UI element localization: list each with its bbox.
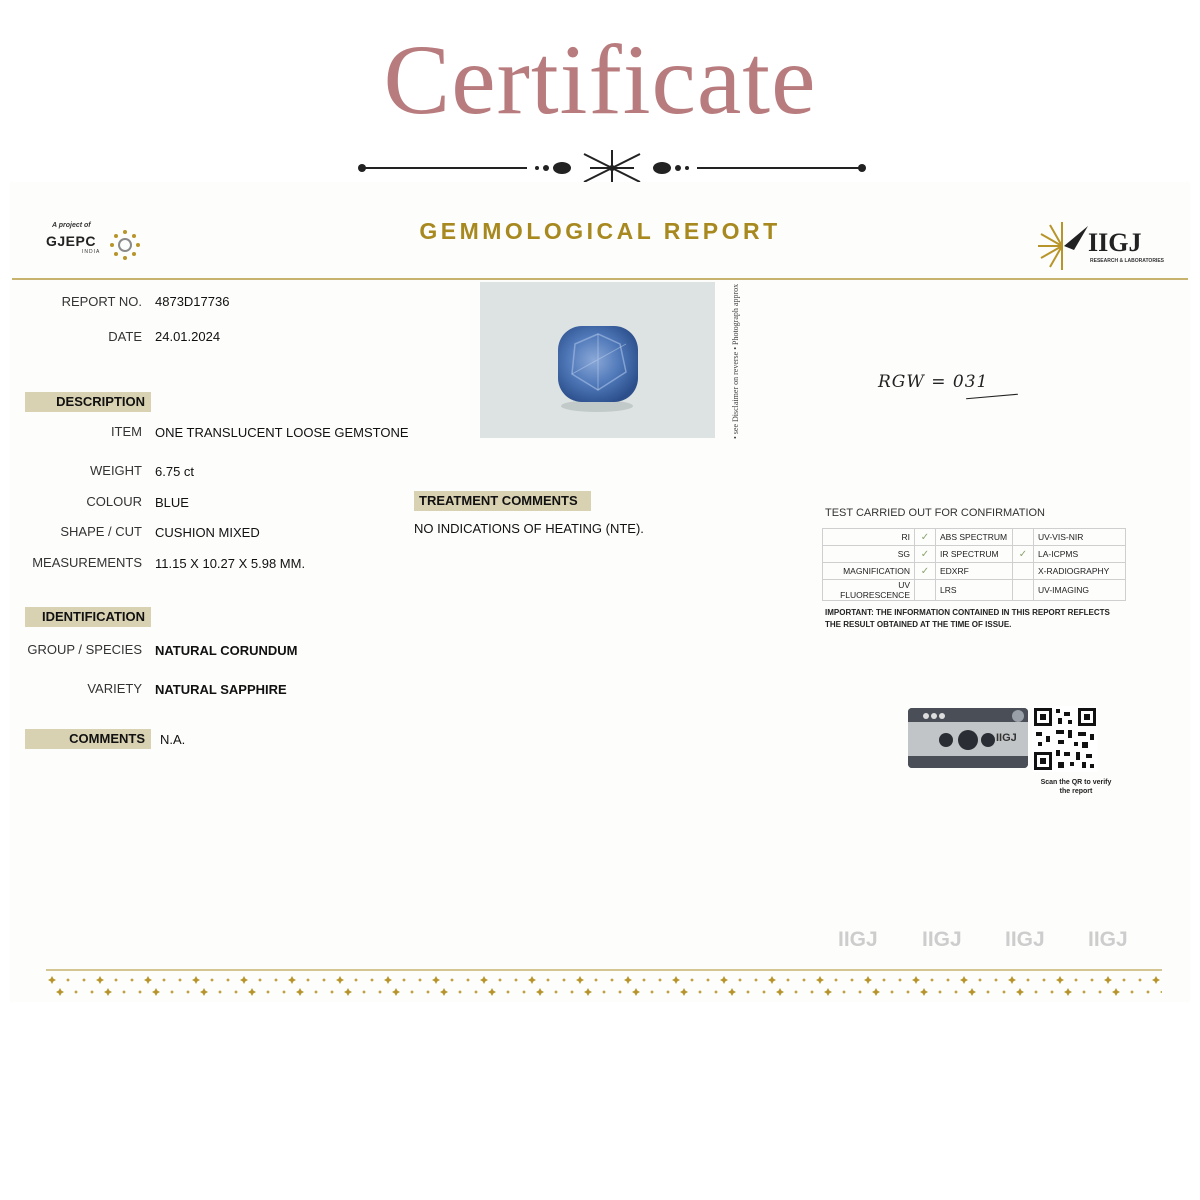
star-ornament	[282, 990, 286, 994]
star-ornament	[706, 978, 710, 982]
star-ornament	[1082, 990, 1086, 994]
comments-heading: COMMENTS	[25, 729, 151, 749]
star-ornament	[426, 990, 430, 994]
star-ornament	[554, 990, 558, 994]
checkmark-icon	[1013, 529, 1034, 546]
hologram-icon	[908, 708, 1028, 768]
star-ornament	[458, 990, 462, 994]
star-ornament	[1146, 990, 1150, 994]
star-ornament	[354, 978, 358, 982]
species-value: NATURAL CORUNDUM	[155, 643, 298, 658]
star-ornament	[114, 978, 118, 982]
star-ornament	[850, 978, 854, 982]
star-ornament	[834, 978, 838, 982]
star-ornament	[170, 990, 174, 994]
table-row	[823, 546, 1126, 563]
star-ornament	[130, 978, 134, 982]
identification-heading: IDENTIFICATION	[25, 607, 151, 627]
star-ornament	[714, 990, 718, 994]
variety-value: NATURAL SAPPHIRE	[155, 682, 287, 697]
test-abs-spectrum: ABS SPECTRUM	[936, 529, 1013, 546]
star-ornament	[1098, 990, 1102, 994]
star-ornament	[1002, 990, 1006, 994]
star-ornament	[144, 976, 152, 984]
star-ornament	[882, 978, 886, 982]
star-ornament	[466, 978, 470, 982]
species-label: GROUP / SPECIES	[27, 642, 142, 657]
test-ir-spectrum: IR SPECTRUM	[936, 546, 1013, 563]
checkmark-icon: ✓	[1013, 546, 1034, 563]
star-ornament	[720, 976, 728, 984]
star-ornament	[1050, 990, 1054, 994]
star-ornament	[322, 978, 326, 982]
star-ornament	[418, 978, 422, 982]
star-ornament	[178, 978, 182, 982]
star-ornament	[186, 990, 190, 994]
star-ornament	[642, 978, 646, 982]
star-border-icon	[46, 962, 1162, 1002]
checkmark-icon: ✓	[915, 563, 936, 580]
item-value: ONE TRANSLUCENT LOOSE GEMSTONE	[155, 425, 409, 440]
checkmark-icon	[1013, 563, 1034, 580]
star-ornament	[90, 990, 94, 994]
date-label: DATE	[108, 329, 142, 344]
colour-value: BLUE	[155, 495, 189, 510]
star-ornament	[954, 990, 958, 994]
star-ornament	[698, 990, 702, 994]
star-ornament	[122, 990, 126, 994]
star-ornament	[602, 990, 606, 994]
variety-label: VARIETY	[87, 681, 142, 696]
tests-table	[822, 528, 1126, 601]
photo-disclaimer	[727, 284, 743, 439]
star-ornament	[378, 990, 382, 994]
star-ornament	[978, 978, 982, 982]
test-uv-fluorescence: UV FLUORESCENCE	[823, 580, 915, 601]
star-ornament	[330, 990, 334, 994]
star-ornament	[104, 988, 112, 996]
star-ornament	[1104, 976, 1112, 984]
star-ornament	[1122, 978, 1126, 982]
star-ornament	[738, 978, 742, 982]
star-ornament	[74, 990, 78, 994]
gemstone-photo	[480, 282, 715, 438]
star-ornament	[384, 976, 392, 984]
star-ornament	[1016, 988, 1024, 996]
star-ornament	[138, 990, 142, 994]
shape-label: SHAPE / CUT	[60, 524, 142, 539]
star-ornament	[946, 978, 950, 982]
qr-code-icon[interactable]	[1032, 706, 1098, 772]
star-ornament	[432, 976, 440, 984]
watermark-logo: IIGJ	[1005, 928, 1045, 951]
star-ornament	[920, 988, 928, 996]
star-ornament	[234, 990, 238, 994]
star-ornament	[824, 988, 832, 996]
star-ornament	[912, 976, 920, 984]
hologram-text: IIGJ	[996, 732, 1017, 744]
important-text: THE INFORMATION CONTAINED IN THIS REPORT REFLECTS THE RESULT OBTAINED AT THE TIME OF ISSUE.	[825, 608, 1110, 629]
star-ornament	[898, 978, 902, 982]
star-ornament	[624, 976, 632, 984]
star-ornament	[402, 978, 406, 982]
test-magnification: MAGNIFICATION	[823, 563, 915, 580]
star-ornament	[96, 976, 104, 984]
test-sg: SG	[823, 546, 915, 563]
report-no-value: 4873D17736	[155, 294, 230, 309]
star-ornament	[274, 978, 278, 982]
star-ornament	[1056, 976, 1064, 984]
star-ornament	[690, 978, 694, 982]
star-ornament	[584, 988, 592, 996]
treatment-value: NO INDICATIONS OF HEATING (NTE).	[414, 521, 644, 536]
star-ornament	[82, 978, 86, 982]
report-title: GEMMOLOGICAL REPORT	[419, 218, 781, 244]
star-ornament	[288, 976, 296, 984]
star-ornament	[776, 988, 784, 996]
measurements-label: MEASUREMENTS	[32, 555, 142, 570]
star-ornament	[48, 976, 56, 984]
treatment-heading: TREATMENT COMMENTS	[414, 491, 591, 511]
test-ri: RI	[823, 529, 915, 546]
star-ornament	[498, 978, 502, 982]
test-uv-vis-nir: UV-VIS-NIR	[1034, 529, 1126, 546]
shape-value: CUSHION MIXED	[155, 525, 260, 540]
star-ornament	[450, 978, 454, 982]
star-ornament	[296, 988, 304, 996]
star-ornament	[658, 978, 662, 982]
star-ornament	[440, 988, 448, 996]
test-uv-imaging: UV-IMAGING	[1034, 580, 1126, 601]
iigj-sun-icon	[1034, 220, 1090, 270]
star-ornament	[1152, 976, 1160, 984]
star-ornament	[370, 978, 374, 982]
star-ornament	[746, 990, 750, 994]
tests-heading: TEST CARRIED OUT FOR CONFIRMATION	[825, 507, 1046, 519]
star-ornament	[1112, 988, 1120, 996]
star-ornament	[786, 978, 790, 982]
test-lrs: LRS	[936, 580, 1013, 601]
star-ornament	[570, 990, 574, 994]
star-ornament	[1074, 978, 1078, 982]
star-ornament	[480, 976, 488, 984]
description-heading: DESCRIPTION	[25, 392, 151, 412]
colour-label: COLOUR	[86, 494, 142, 509]
star-ornament	[528, 976, 536, 984]
star-ornament	[842, 990, 846, 994]
star-ornament	[240, 976, 248, 984]
star-ornament	[594, 978, 598, 982]
star-ornament	[474, 990, 478, 994]
star-ornament	[906, 990, 910, 994]
star-ornament	[1130, 990, 1134, 994]
star-ornament	[1034, 990, 1038, 994]
star-ornament	[930, 978, 934, 982]
item-label: ITEM	[110, 424, 142, 439]
star-ornament	[768, 976, 776, 984]
scan-qr-text: Scan the QR to verify the report	[1040, 779, 1112, 795]
star-ornament	[546, 978, 550, 982]
comments-value: N.A.	[160, 732, 186, 747]
svg-text:• see Disclaimer on reverse •: • see Disclaimer on reverse • Photograph approx.	[731, 284, 740, 439]
star-ornament	[968, 988, 976, 996]
important-note	[825, 607, 1115, 631]
star-ornament	[522, 990, 526, 994]
star-ornament	[810, 990, 814, 994]
test-edxrf: EDXRF	[936, 563, 1013, 580]
star-ornament	[1008, 976, 1016, 984]
star-ornament	[986, 990, 990, 994]
star-ornament	[666, 990, 670, 994]
star-ornament	[314, 990, 318, 994]
star-ornament	[258, 978, 262, 982]
header-rule	[12, 278, 1188, 280]
handwritten-note: RGW = 031	[878, 372, 989, 392]
star-ornament	[218, 990, 222, 994]
star-ornament	[1064, 988, 1072, 996]
table-row	[823, 580, 1126, 601]
star-ornament	[562, 978, 566, 982]
table-row	[823, 563, 1126, 580]
star-ornament	[680, 988, 688, 996]
star-ornament	[994, 978, 998, 982]
weight-label: WEIGHT	[90, 463, 142, 478]
star-ornament	[344, 988, 352, 996]
watermark-logo: IIGJ	[838, 928, 878, 951]
star-ornament	[960, 976, 968, 984]
gjepc-logo: GJEPC	[46, 233, 96, 249]
iigj-logo: IIGJ	[1088, 228, 1142, 257]
star-ornament	[872, 988, 880, 996]
star-ornament	[794, 990, 798, 994]
star-ornament	[392, 988, 400, 996]
star-ornament	[728, 988, 736, 996]
checkmark-icon: ✓	[915, 546, 936, 563]
star-ornament	[162, 978, 166, 982]
watermark-logo: IIGJ	[922, 928, 962, 951]
star-ornament	[226, 978, 230, 982]
star-ornament	[576, 976, 584, 984]
checkmark-icon	[1013, 580, 1034, 601]
star-ornament	[802, 978, 806, 982]
star-ornament	[200, 988, 208, 996]
star-ornament	[632, 988, 640, 996]
watermark-logo: IIGJ	[1088, 928, 1128, 951]
star-ornament	[336, 976, 344, 984]
star-ornament	[152, 988, 160, 996]
gjepc-tagline: A project of	[52, 222, 91, 229]
certificate-heading: Certificate	[383, 24, 817, 135]
star-ornament	[210, 978, 214, 982]
star-ornament	[938, 990, 942, 994]
star-ornament	[192, 976, 200, 984]
star-ornament	[1042, 978, 1046, 982]
test-la-icpms: LA-ICPMS	[1034, 546, 1126, 563]
star-ornament	[816, 976, 824, 984]
checkmark-icon: ✓	[915, 529, 936, 546]
star-ornament	[1026, 978, 1030, 982]
star-ornament	[506, 990, 510, 994]
star-ornament	[610, 978, 614, 982]
star-ornament	[306, 978, 310, 982]
star-ornament	[1160, 988, 1162, 996]
star-ornament	[56, 988, 64, 996]
star-ornament	[618, 990, 622, 994]
report-no-label: REPORT NO.	[61, 294, 142, 309]
weight-value: 6.75 ct	[155, 464, 195, 479]
test-x-radiography: X-RADIOGRAPHY	[1034, 563, 1126, 580]
star-ornament	[248, 988, 256, 996]
star-ornament	[536, 988, 544, 996]
star-ornament	[1090, 978, 1094, 982]
star-ornament	[410, 990, 414, 994]
gjepc-country: INDIA	[82, 249, 101, 255]
important-label: IMPORTANT:	[825, 608, 874, 617]
star-ornament	[890, 990, 894, 994]
star-ornament	[66, 978, 70, 982]
star-ornament	[672, 976, 680, 984]
measurements-value: 11.15 X 10.27 X 5.98 MM.	[155, 556, 306, 571]
star-ornament	[488, 988, 496, 996]
star-ornament	[864, 976, 872, 984]
star-ornament	[362, 990, 366, 994]
iigj-subtitle: RESEARCH & LABORATORIES	[1090, 258, 1164, 264]
star-ornament	[1138, 978, 1142, 982]
star-ornament	[762, 990, 766, 994]
checkmark-icon	[915, 580, 936, 601]
table-row	[823, 529, 1126, 546]
star-ornament	[266, 990, 270, 994]
star-ornament	[650, 990, 654, 994]
star-ornament	[858, 990, 862, 994]
star-ornament	[754, 978, 758, 982]
date-value: 24.01.2024	[155, 329, 221, 344]
star-ornament	[514, 978, 518, 982]
